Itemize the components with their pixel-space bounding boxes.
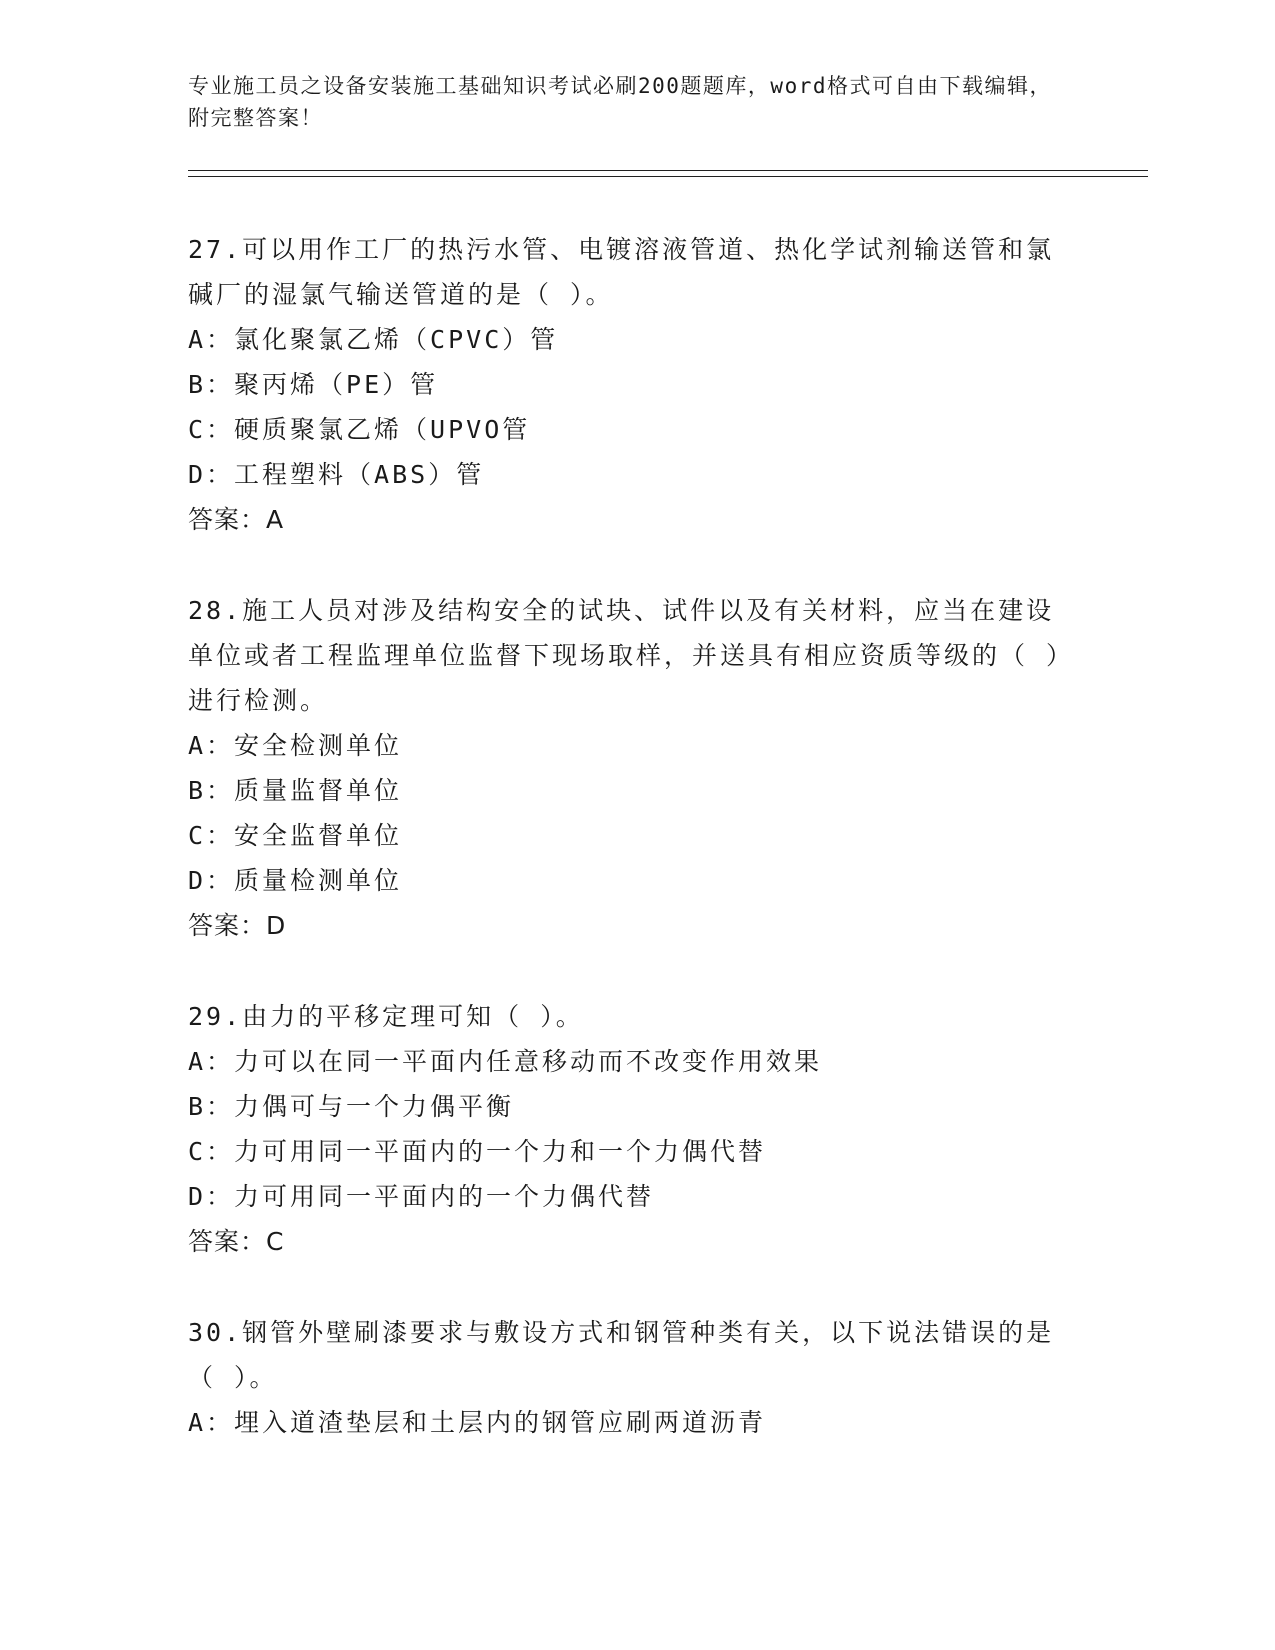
question-29 — [188, 994, 1148, 1265]
option-d: D：质量检测单位 — [188, 866, 403, 895]
question-27 — [188, 227, 1148, 543]
option-d: D：力可用同一平面内的一个力偶代替 — [188, 1182, 655, 1211]
option-c: C：安全监督单位 — [188, 821, 403, 850]
answer-line: 答案：C — [188, 1227, 285, 1256]
option-b: B：质量监督单位 — [188, 776, 403, 805]
question-30 — [188, 1310, 1148, 1445]
document-header: 专业施工员之设备安装施工基础知识考试必刷200题题库，word格式可自由下载编辑，附完整答案！ — [188, 74, 1052, 130]
question-text: 28.施工人员对涉及结构安全的试块、试件以及有关材料，应当在建设单位或者工程监理单位监督下现场取样，并送具有相应资质等级的（ ）进行检测。 — [188, 596, 1062, 715]
question-text: 27.可以用作工厂的热污水管、电镀溶液管道、热化学试剂输送管和氯碱厂的湿氯气输送管道的是（ ）。 — [188, 235, 1055, 309]
option-c: C：力可用同一平面内的一个力和一个力偶代替 — [188, 1137, 767, 1166]
option-b: B：力偶可与一个力偶平衡 — [188, 1092, 515, 1121]
option-c: C：硬质聚氯乙烯（UPVO管 — [188, 415, 531, 444]
question-text: 30.钢管外壁刷漆要求与敷设方式和钢管种类有关，以下说法错误的是（ ）。 — [188, 1318, 1055, 1392]
answer-line: 答案：A — [188, 505, 285, 534]
option-a: A：安全检测单位 — [188, 731, 403, 760]
option-a: A：埋入道渣垫层和土层内的钢管应刷两道沥青 — [188, 1408, 767, 1437]
document-page — [188, 70, 1148, 1490]
question-text: 29.由力的平移定理可知（ ）。 — [188, 1002, 584, 1031]
option-b: B：聚丙烯（PE）管 — [188, 370, 439, 399]
option-d: D：工程塑料（ABS）管 — [188, 460, 485, 489]
option-a: A：力可以在同一平面内任意移动而不改变作用效果 — [188, 1047, 823, 1076]
question-28 — [188, 588, 1148, 949]
answer-line: 答案：D — [188, 911, 287, 940]
option-a: A：氯化聚氯乙烯（CPVC）管 — [188, 325, 559, 354]
header-double-rule — [188, 170, 1148, 177]
question-list — [188, 227, 1148, 1445]
